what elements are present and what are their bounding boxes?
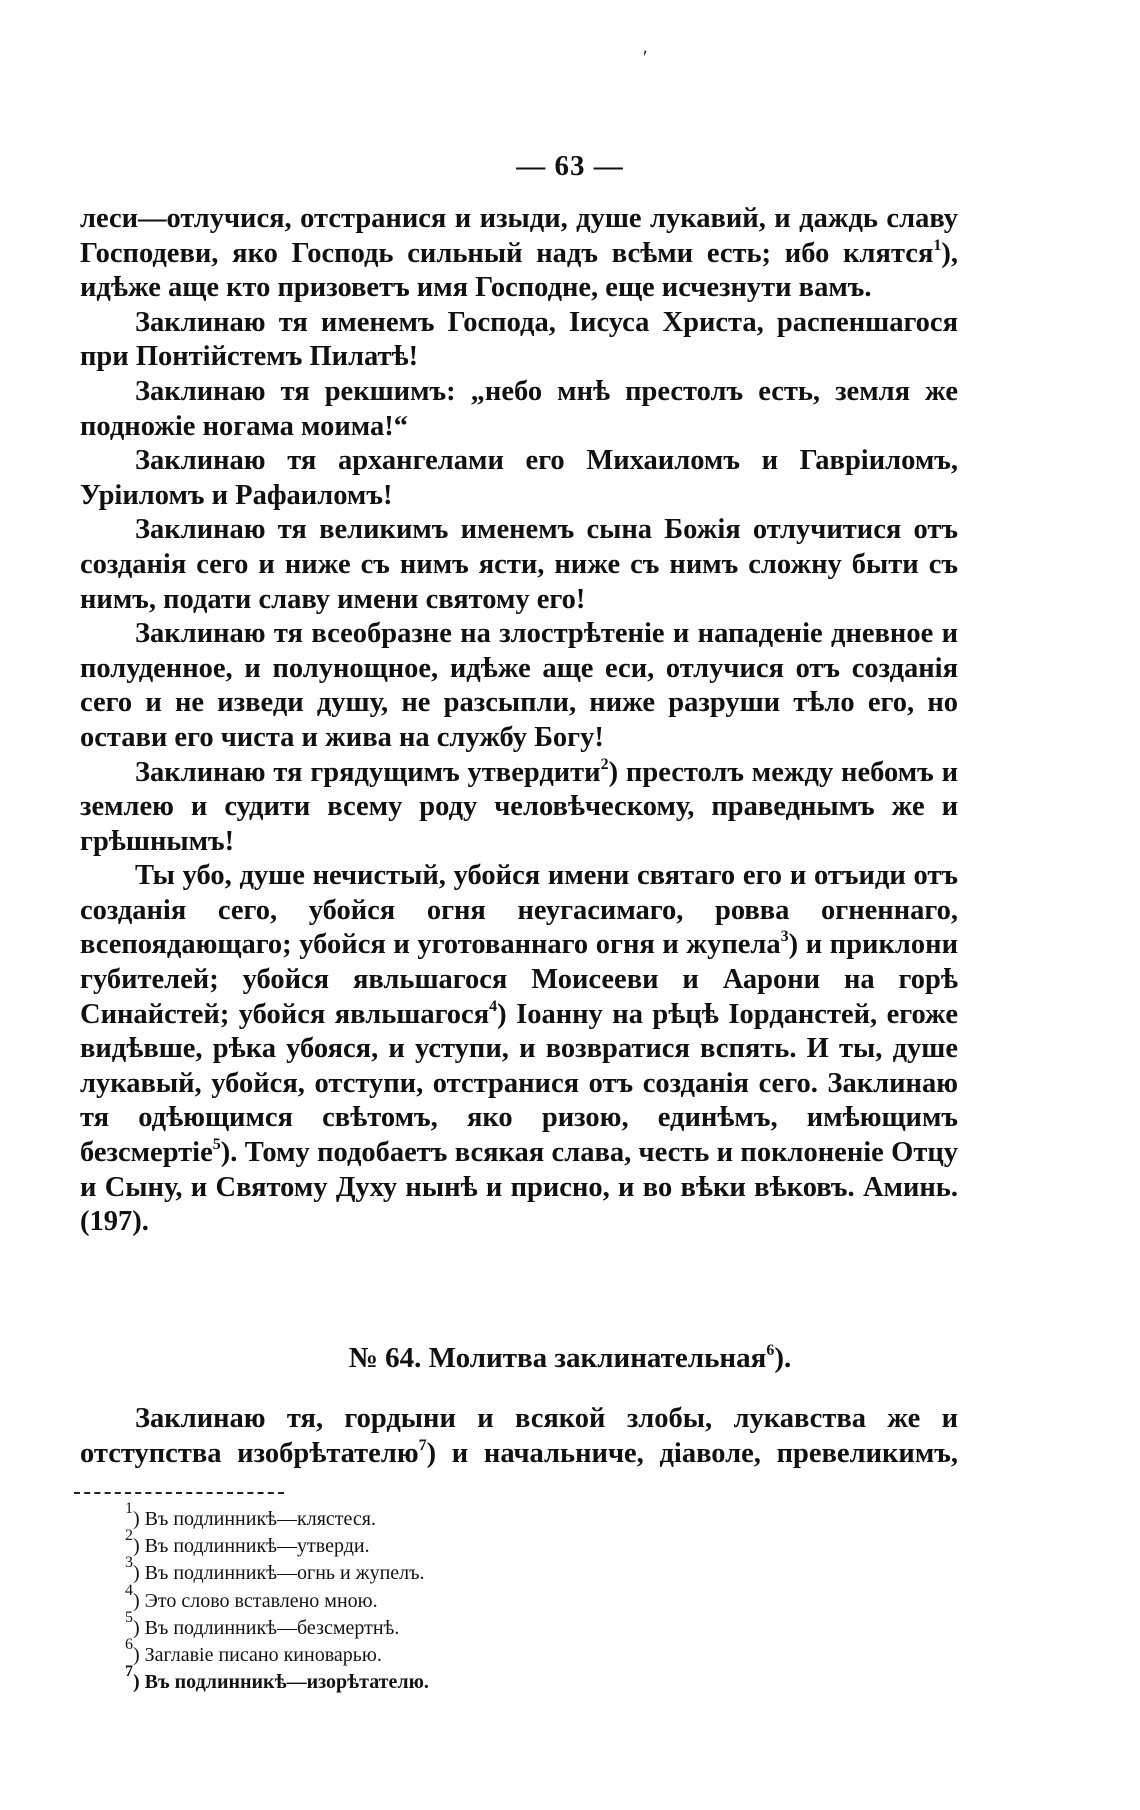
footnote-item <box>125 1527 429 1560</box>
footnote-number: 1 <box>125 1500 133 1517</box>
footnote-ref-4: 4 <box>489 997 498 1015</box>
footnote-text: ) Въ подлинникѣ—изорѣтателю. <box>133 1671 429 1694</box>
main-text <box>80 202 958 1240</box>
footnote-text: ) Въ подлинникѣ—утверди. <box>133 1535 370 1558</box>
footnote-item <box>125 1663 429 1696</box>
paragraph-7 <box>80 756 958 860</box>
footnote-ref-7: 7 <box>418 1436 427 1454</box>
section-text <box>80 1402 958 1471</box>
paragraph-8 <box>80 859 958 1240</box>
page-number: — 63 — <box>516 150 624 182</box>
section-paragraph-1-tail: ) и начальниче, діаволе, превеликимъ, <box>426 1437 958 1469</box>
footnote-rule <box>74 1492 284 1494</box>
footnote-number: 5 <box>125 1608 133 1626</box>
footnote-item <box>125 1500 429 1533</box>
footnote-ref-1: 1 <box>933 236 942 254</box>
paragraph-1-tail: ), идѣже аще кто призоветъ имя Господне, еще исчезнути вамъ. <box>80 237 958 304</box>
footnote-ref-3: 3 <box>780 928 789 946</box>
paragraph-5: Заклинаю тя великимъ именемъ сына Божія отлучитися отъ созданія сего и ниже съ нимъ ясти, ниже съ нимъ сложну быти съ нимъ, подати славу имени святому его! <box>80 514 958 615</box>
footnote-text: ) Заглавіе писано киноварью. <box>133 1644 382 1667</box>
paragraph-4: Заклинаю тя архангелами его Михаиломъ и Гавріиломъ, Уріиломъ и Рафаиломъ! <box>80 445 958 511</box>
paragraph-7-text: Заклинаю тя грядущимъ утвердити <box>135 756 601 788</box>
footnote-item <box>125 1608 429 1642</box>
stray-mark: ʹ <box>643 47 648 69</box>
footnote-text: ) Это слово вставлено мною. <box>133 1589 378 1612</box>
paragraph-6: Заклинаю тя всеобразне на злострѣтеніе и нападеніе дневное и полуденное, и полунощное, идѣже аще еси, отлучися отъ созданія сего и не изведи душу, не разсыпли, ниже разруши тѣло его, но остави его чиста и жива на службу Богу! <box>80 618 958 753</box>
footnote-ref-5: 5 <box>212 1136 221 1154</box>
paragraph-8-text-c: ) Іоанну на рѣцѣ Іорданстей, егоже видѣвше, рѣка убояся, и уступи, и возвратися вспять. И ты, душе лукавый, убойся, отступи, отстранися отъ созданія сего. Заклинаю тя одѣющимся свѣтомъ, яко ризою, единѣмъ, имѣющимъ безсмертіе <box>80 998 958 1169</box>
paragraph-1-text: леси—отлучися, отстранися и изыди, душе лукавий, и даждь славу Господеви, яко Господь сильный надъ всѣми есть; ибо клятся <box>80 203 958 269</box>
section-paragraph-1-text: Заклинаю тя, гордыни и всякой злобы, лукавства же и отступства изобрѣтателю <box>80 1403 958 1469</box>
footnote-ref-2: 2 <box>600 755 609 773</box>
section-heading <box>0 1340 1140 1376</box>
footnote-text: ) Въ подлинникѣ—безсмертнѣ. <box>133 1616 400 1639</box>
footnote-text: ) Въ подлинникѣ—огнь и жупелъ. <box>133 1562 425 1585</box>
section-heading-text: № 64. Молитва заклинательная <box>348 1342 767 1374</box>
footnote-item <box>125 1554 429 1587</box>
footnote-number: 6 <box>125 1636 133 1654</box>
footnote-number: 4 <box>125 1581 133 1599</box>
footnotes <box>125 1500 429 1696</box>
footnote-text: ) Въ подлинникѣ—клястеся. <box>133 1508 376 1530</box>
footnote-number: 2 <box>125 1527 133 1545</box>
footnote-item <box>125 1581 429 1615</box>
section-paragraph-1 <box>80 1402 958 1471</box>
paragraph-8-text-a: Ты убо, душе нечистый, убойся имени святаго его и отъиди отъ созданія сего, убойся огня неугасимаго, ровва огненнаго, всепоядающаго; убойся и уготованнаго огня и жупела <box>80 860 958 961</box>
paragraph-1 <box>80 202 958 306</box>
section-heading-tail: ). <box>774 1342 792 1374</box>
footnote-item <box>125 1636 429 1669</box>
footnote-number: 3 <box>125 1554 133 1572</box>
paragraph-8-text-d: ). Тому подобаетъ всякая слава, честь и поклоненіе Отцу и Сыну, и Святому Духу нынѣ и присно, и во вѣки вѣковъ. Аминь. (197). <box>80 1137 958 1238</box>
paragraph-8-text-b: ) и приклони губителей; убойся явльшагося Моисееви и Аарони на горѣ Синайстей; убойся явльшагося <box>80 929 958 1030</box>
footnote-ref-6: 6 <box>766 1342 775 1359</box>
footnote-number: 7 <box>125 1663 133 1681</box>
paragraph-3: Заклинаю тя рекшимъ: „небо мнѣ престолъ есть, земля же подножіе ногама моима!“ <box>80 375 958 442</box>
paragraph-7-tail: ) престолъ между небомъ и землею и судити всему роду человѣческому, праведнымъ же и грѣшнымъ! <box>80 756 959 857</box>
paragraph-2: Заклинаю тя именемъ Господа, Іисуса Христа, распеншагося при Понтійстемъ Пилатѣ! <box>80 306 958 373</box>
